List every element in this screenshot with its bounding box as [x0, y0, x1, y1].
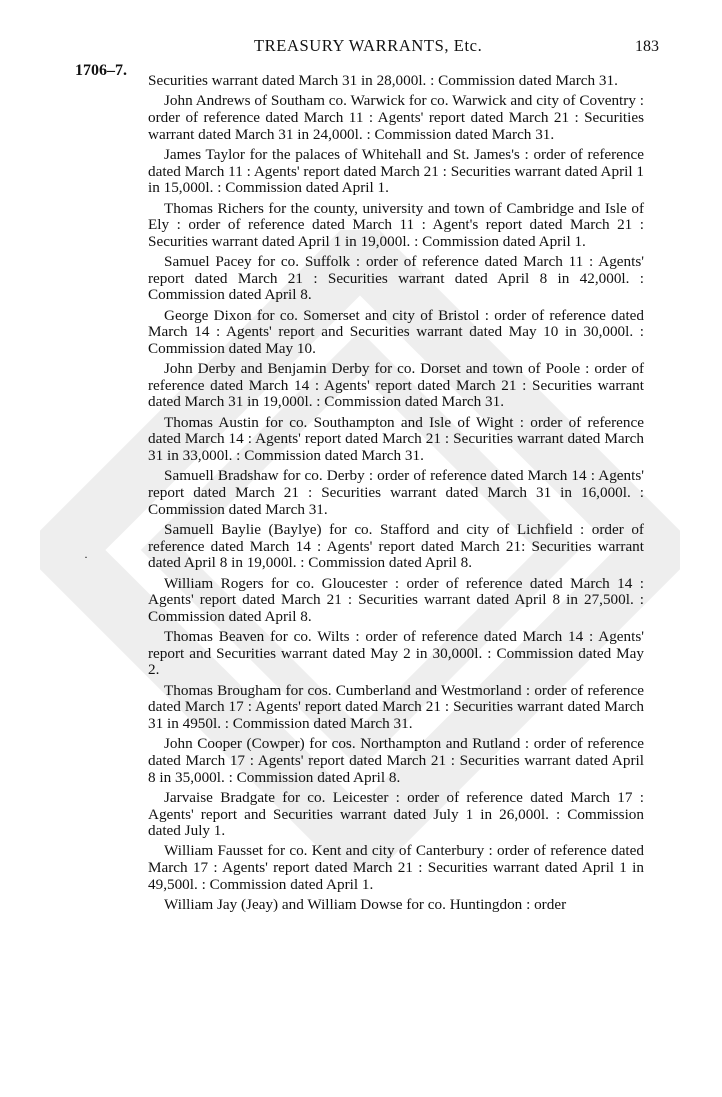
body-text	[148, 73, 644, 917]
entry-paragraph: James Taylor for the palaces of Whitehall and St. James's : order of reference dated March 11 : Agents' report dated March 21 : Securities warrant dated April 1 in 15,000l. : Commission dated April 1.	[148, 145, 644, 197]
entry-paragraph: George Dixon for co. Somerset and city of Bristol : order of reference dated March 14 : Agents' report and Securities warrant dated May 10 in 30,000l. : Commission dated May 10.	[148, 306, 644, 357]
entry-paragraph: Jarvaise Bradgate for co. Leicester : order of reference dated March 17 : Agents' report and Securities warrant dated July 1 in 26,000l. : Commission dated July 1.	[148, 788, 644, 840]
entry-paragraph: Thomas Richers for the county, university and town of Cambridge and Isle of Ely : order of reference dated March 11 : Agent's report dated March 21 : Securities warrant dated April 1 in 19,000l. : Commission dated April 1.	[148, 199, 644, 250]
running-head: TREASURY WARRANTS, Etc.	[254, 36, 483, 55]
entry-paragraph: William Jay (Jeay) and William Dowse for co. Huntingdon : order	[164, 896, 567, 914]
entry-paragraph: Thomas Brougham for cos. Cumberland and Westmorland : order of reference dated March 17 : Agents' report dated March 21 : Securities warrant dated March 31 in 4950l. : Commission dated March 31.	[148, 681, 644, 732]
entry-paragraph: William Fausset for co. Kent and city of Canterbury : order of reference dated March 17 : Agents' report dated March 21 : Securities warrant dated April 1 in 49,500l. : Commission dated April 1.	[148, 842, 644, 893]
entry-paragraph: John Andrews of Southam co. Warwick for co. Warwick and city of Coventry : order of reference dated March 11 : Agents' report dated March 21 : Securities warrant dated March 31 in 24,000l. : Commission dated March 31.	[148, 92, 644, 143]
stray-mark: ·	[84, 550, 88, 564]
entry-paragraph: Samuell Baylie (Baylye) for co. Stafford and city of Lichfield : order of reference dated March 14 : Agents' report dated March 21: Securities warrant dated April 8 in 19,000l. : Commission dated April 8.	[148, 521, 644, 572]
entry-paragraph: Samuell Bradshaw for co. Derby : order of reference dated March 14 : Agents' report dated March 21 : Securities warrant dated March 31 in 16,000l. : Commission dated March 31.	[148, 467, 644, 518]
entry-paragraph: John Derby and Benjamin Derby for co. Dorset and town of Poole : order of reference dated March 14 : Agents' report dated March 21 : Securities warrant dated March 31 in 19,000l. : Commission dated March 31.	[148, 360, 644, 411]
entry-paragraph: Thomas Austin for co. Southampton and Isle of Wight : order of reference dated March 14 : Agents' report dated March 21 : Securities warrant dated March 31 in 33,000l. : Commission dated March 31.	[148, 413, 644, 465]
page-number: 183	[635, 38, 659, 55]
entry-paragraph: Thomas Beaven for co. Wilts : order of reference dated March 14 : Agents' report and Securities warrant dated May 2 in 30,000l. : Commission dated May 2.	[148, 628, 644, 679]
entry-paragraph: Securities warrant dated March 31 in 28,000l. : Commission dated March 31.	[148, 72, 618, 89]
year-margin-label: 1706–7.	[75, 62, 127, 79]
entry-paragraph: Samuel Pacey for co. Suffolk : order of reference dated March 11 : Agents' report dated March 21 : Securities warrant dated April 8 in 42,000l. : Commission dated April 8.	[148, 253, 644, 304]
entry-paragraph: William Rogers for co. Gloucester : order of reference dated March 14 : Agents' report dated March 21 : Securities warrant dated April 8 in 27,500l. : Commission dated April 8.	[148, 574, 644, 625]
entry-paragraph: John Cooper (Cowper) for cos. Northampton and Rutland : order of reference dated March 17 : Agents' report dated March 21 : Securities warrant dated April 8 in 35,000l. : Commission dated April 8.	[148, 735, 644, 786]
